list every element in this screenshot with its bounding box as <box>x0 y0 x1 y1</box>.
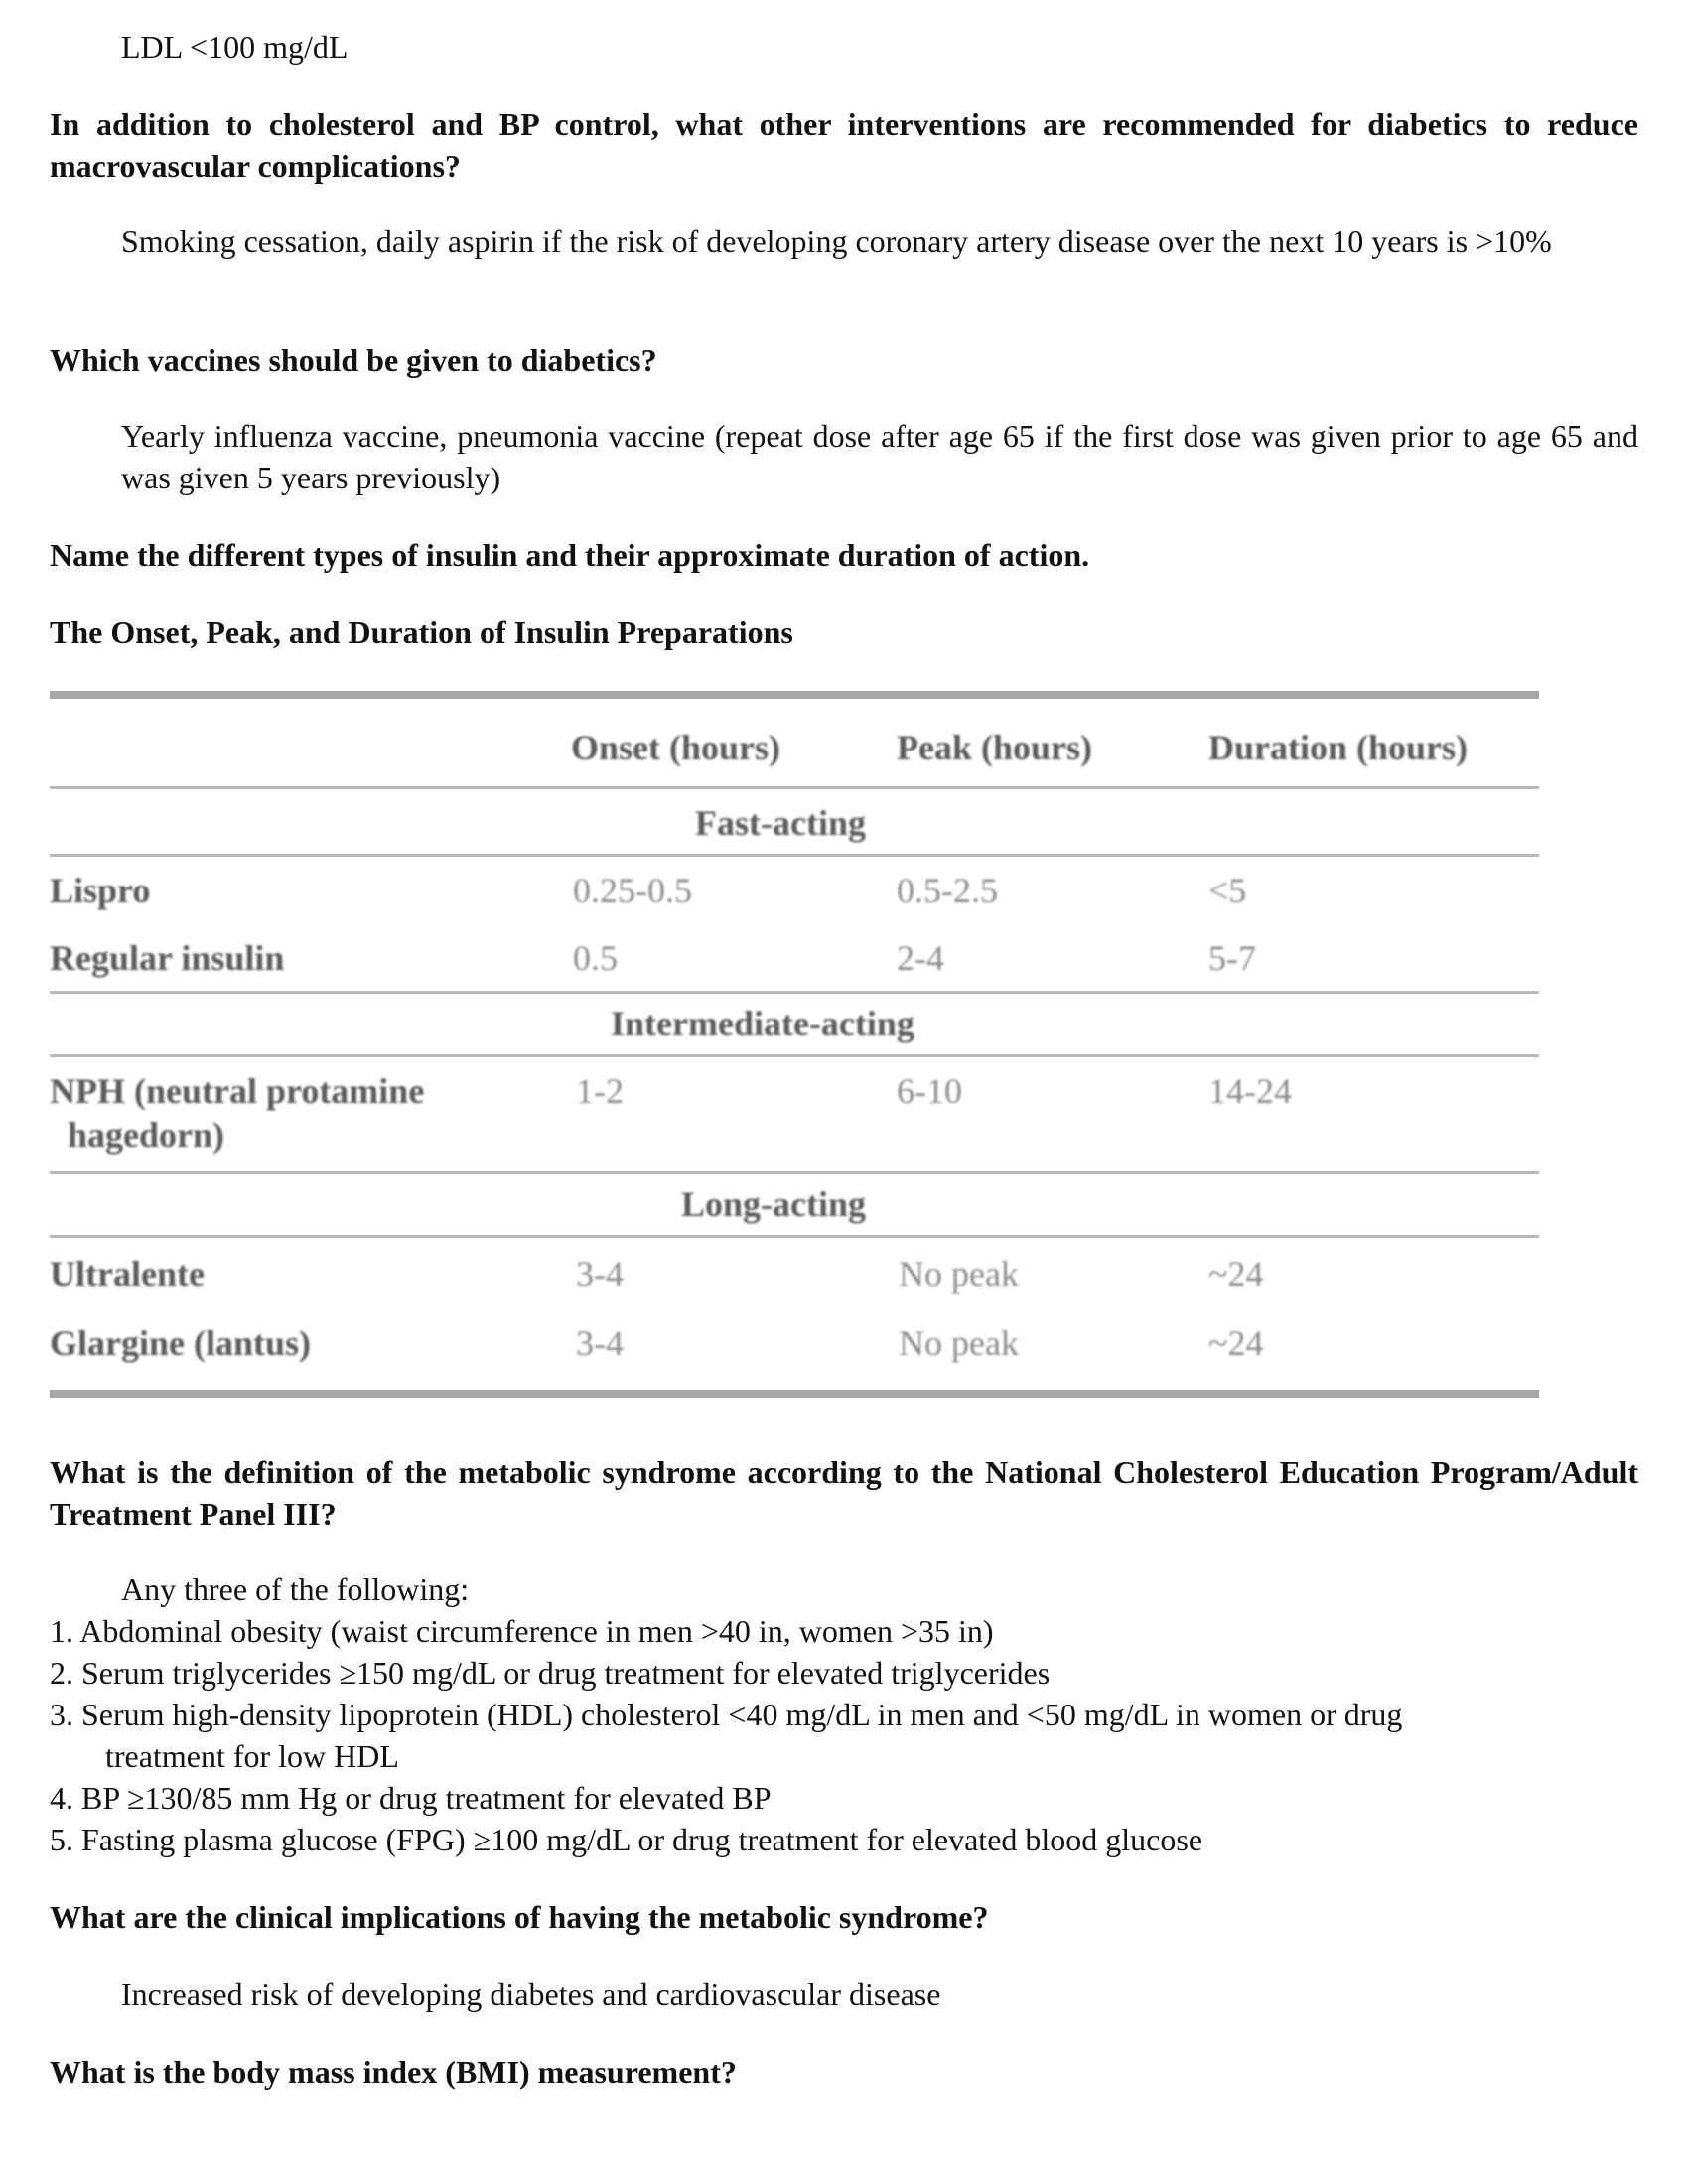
question-insulin-types: Name the different types of insulin and their approximate duration of action. <box>50 537 1090 573</box>
answer-interventions: Smoking cessation, daily aspirin if the risk of developing coronary artery disease over the next 10 years is >10% <box>121 223 1552 259</box>
row-duration-ultralente: ~24 <box>1208 1254 1264 1294</box>
table-rule <box>50 1054 1539 1057</box>
row-onset-regular: 0.5 <box>573 938 618 978</box>
row-peak-lispro: 0.5-2.5 <box>897 871 998 910</box>
table-rule <box>50 1235 1539 1238</box>
answer-metabolic-implications: Increased risk of developing diabetes and cardiovascular disease <box>121 1977 941 2012</box>
question-bmi: What is the body mass index (BMI) measurement? <box>50 2054 737 2090</box>
row-peak-ultralente: No peak <box>899 1254 1019 1294</box>
answer-vaccines: Yearly influenza vaccine, pneumonia vaccine (repeat dose after age 65 if the first dose was given prior to age 65 and was given 5 years previously) <box>121 418 1638 495</box>
row-name-ultralente: Ultralente <box>50 1254 205 1294</box>
row-peak-regular: 2-4 <box>897 938 944 978</box>
row-onset-nph: 1-2 <box>576 1071 624 1111</box>
metabolic-criterion-3-cont: treatment for low HDL <box>105 1738 399 1774</box>
question-metabolic-definition: What is the definition of the metabolic syndrome according to the National Cholesterol Education Program/Adult Treatment Panel III? <box>50 1454 1638 1532</box>
header-peak: Peak (hours) <box>897 728 1092 767</box>
question-vaccines: Which vaccines should be given to diabetics? <box>50 342 657 378</box>
insulin-table <box>50 685 1539 1410</box>
metabolic-criterion-2: 2. Serum triglycerides ≥150 mg/dL or drug treatment for elevated triglycerides <box>50 1655 1051 1691</box>
section-fast-acting: Fast-acting <box>695 803 866 843</box>
section-long-acting: Long-acting <box>681 1184 867 1224</box>
metabolic-criterion-1: 1. Abdominal obesity (waist circumference in men >40 in, women >35 in) <box>50 1613 994 1649</box>
row-onset-lispro: 0.25-0.5 <box>573 871 692 910</box>
row-name-nph: NPH (neutral protamine <box>50 1071 425 1111</box>
row-onset-glargine: 3-4 <box>576 1323 624 1363</box>
row-onset-ultralente: 3-4 <box>576 1254 624 1294</box>
header-duration: Duration (hours) <box>1208 728 1469 767</box>
question-interventions: In addition to cholesterol and BP control, what other interventions are recommended for diabetics to reduce macrovascular complications? <box>50 106 1638 184</box>
row-name-regular: Regular insulin <box>50 938 285 978</box>
section-intermediate-acting: Intermediate-acting <box>611 1004 914 1043</box>
row-peak-nph: 6-10 <box>897 1071 962 1111</box>
table-rule <box>50 1171 1539 1174</box>
table-rule <box>50 786 1539 789</box>
row-name-glargine: Glargine (lantus) <box>50 1323 312 1363</box>
metabolic-criterion-5: 5. Fasting plasma glucose (FPG) ≥100 mg/dL or drug treatment for elevated blood glucose <box>50 1822 1203 1857</box>
table-rule <box>50 854 1539 857</box>
row-duration-lispro: <5 <box>1208 871 1247 910</box>
metabolic-criterion-3: 3. Serum high-density lipoprotein (HDL) cholesterol <40 mg/dL in men and <50 mg/dL in women or drug <box>50 1697 1403 1732</box>
header-onset: Onset (hours) <box>571 728 781 767</box>
metabolic-intro: Any three of the following: <box>121 1571 470 1607</box>
row-duration-regular: 5-7 <box>1208 938 1256 978</box>
ldl-goal-text: LDL <100 mg/dL <box>121 29 349 65</box>
table-title: The Onset, Peak, and Duration of Insulin Preparations <box>50 614 793 650</box>
row-name-nph-cont: hagedorn) <box>68 1115 225 1155</box>
table-top-rule <box>50 691 1539 699</box>
row-duration-glargine: ~24 <box>1208 1323 1264 1363</box>
row-duration-nph: 14-24 <box>1208 1071 1292 1111</box>
question-metabolic-implications: What are the clinical implications of having the metabolic syndrome? <box>50 1899 989 1935</box>
table-rule <box>50 991 1539 994</box>
row-name-lispro: Lispro <box>50 871 151 910</box>
table-bottom-rule <box>50 1390 1539 1398</box>
row-peak-glargine: No peak <box>899 1323 1019 1363</box>
metabolic-criterion-4: 4. BP ≥130/85 mm Hg or drug treatment for elevated BP <box>50 1780 772 1816</box>
